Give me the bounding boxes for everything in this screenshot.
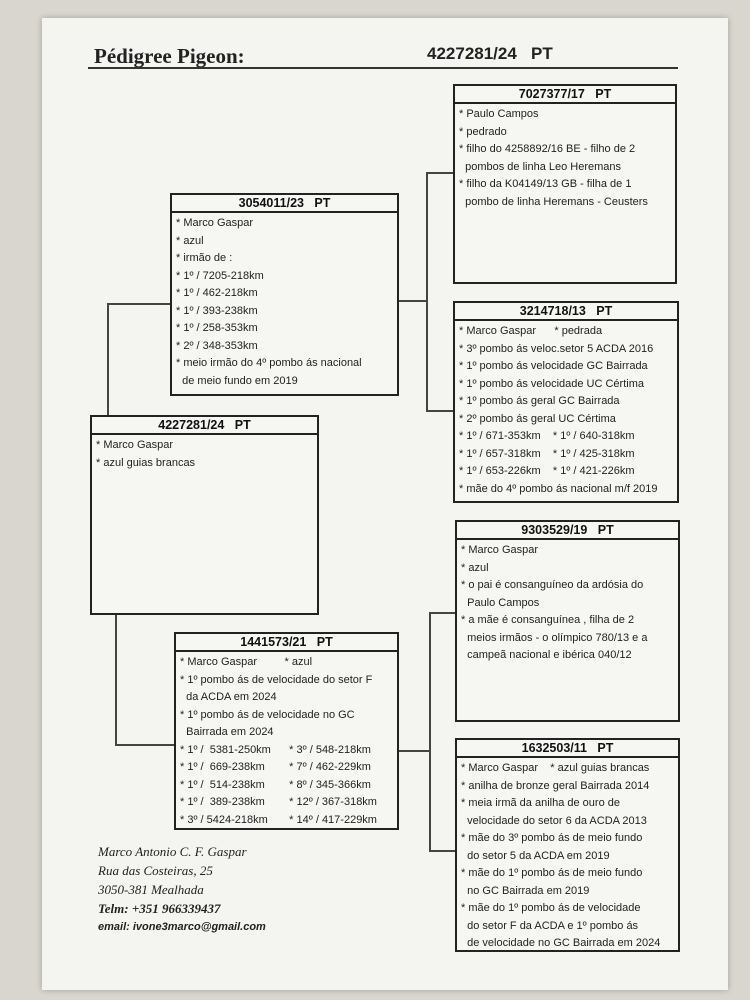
dam-info-line: * 1º / 389-238km * 12º / 367-318km <box>180 796 377 808</box>
dam-sire-info-line: meios irmãos - o olímpico 780/13 e a <box>461 631 648 644</box>
sire-dam-info-line: * mãe do 4º pombo ás nacional m/f 2019 <box>459 482 658 495</box>
dam-info-line: * 1º pombo ás de velocidade no GC <box>180 708 355 721</box>
dam-dam-box <box>455 738 680 952</box>
dam-dam-info-line: * Marco Gaspar * azul guias brancas <box>461 762 650 774</box>
sire-box <box>170 193 399 396</box>
dam-dam-info-line: * mãe do 1º pombo ás de velocidade <box>461 902 641 914</box>
sire-info-line: * 1º / 393-238km <box>176 304 258 317</box>
sire-info-line: de meio fundo em 2019 <box>176 374 298 387</box>
sire-info-line: * Marco Gaspar <box>176 217 254 229</box>
header-divider <box>88 67 678 69</box>
dam-sire-info-line: campeã nacional e ibérica 040/12 <box>461 649 632 661</box>
breeder-phone: Telm: +351 966339437 <box>98 901 221 916</box>
connector-subject-sire-horizontal <box>107 303 171 305</box>
breeder-name: Marco Antonio C. F. Gaspar <box>98 844 247 859</box>
sire-sire-info-line: pombos de linha Leo Heremans <box>459 160 622 173</box>
dam-info-line: * Marco Gaspar * azul <box>180 656 313 668</box>
dam-sire-box <box>455 520 680 722</box>
sire-info-line: * 1º / 258-353km <box>176 322 258 334</box>
connector-sire-sire <box>426 172 454 174</box>
dam-info-line: da ACDA em 2024 <box>180 691 277 703</box>
connector-subject-dam-horizontal <box>115 744 175 746</box>
dam-sire-info-line: * Marco Gaspar <box>461 544 539 556</box>
dam-dam-info-line: * meia irmã da anilha de ouro de <box>461 797 620 809</box>
dam-sire-info-line: * o pai é consanguíneo da ardósia do <box>461 579 644 591</box>
dam-sire-info-line: * a mãe é consanguínea , filha de 2 <box>461 614 635 626</box>
sire-info-line: * irmão de : <box>176 252 233 264</box>
dam-sire-info-line: Paulo Campos <box>461 596 540 609</box>
breeder-email: email: ivone3marco@gmail.com <box>98 921 266 933</box>
dam-info-line: * 1º pombo ás de velocidade do setor F <box>180 673 373 686</box>
sire-dam-info-line: * 1º pombo ás geral GC Bairrada <box>459 395 620 407</box>
sire-dam-ring-number: 3214718/13 PT <box>455 303 677 321</box>
sire-sire-box <box>453 84 677 284</box>
dam-info-line: * 3º / 5424-218km * 14º / 417-229km <box>180 813 377 826</box>
dam-dam-info-line: do setor F da ACDA e 1º pombo ás <box>461 919 639 932</box>
connector-dam-sire <box>429 612 456 614</box>
dam-dam-info-line: * mãe do 3º pombo ás de meio fundo <box>461 832 643 844</box>
dam-info-line: * 1º / 669-238km * 7º / 462-229km <box>180 761 371 773</box>
dam-dam-info-line: velocidade do setor 6 da ACDA 2013 <box>461 814 647 827</box>
sire-dam-info-line: * 1º / 657-318km * 1º / 425-318km <box>459 447 635 460</box>
subject-info-line: * azul guias brancas <box>96 456 196 469</box>
dam-dam-info-line: no GC Bairrada em 2019 <box>461 884 590 897</box>
dam-ring-number: 1441573/21 PT <box>176 634 397 652</box>
page-title: Pédigree Pigeon: <box>94 44 245 68</box>
sire-info-line: * 1º / 7205-218km <box>176 269 264 282</box>
dam-info-line: * 1º / 5381-250km * 3º / 548-218km <box>180 743 371 756</box>
sire-sire-info-line: * pedrado <box>459 125 507 138</box>
dam-sire-ring-number: 9303529/19 PT <box>457 522 678 540</box>
dam-dam-info-line: de velocidade no GC Bairrada em 2024 <box>461 937 661 949</box>
dam-box <box>174 632 399 830</box>
dam-dam-ring-number: 1632503/11 PT <box>457 740 678 758</box>
connector-dam-dam <box>429 850 456 852</box>
subject-info-line: * Marco Gaspar <box>96 439 174 451</box>
sire-info-line: * 1º / 462-218km <box>176 287 258 299</box>
sire-sire-info-line: * filho do 4258892/16 BE - filho de 2 <box>459 143 636 155</box>
dam-info-line: Bairrada em 2024 <box>180 726 274 738</box>
sire-dam-info-line: * 1º pombo ás velocidade UC Cértima <box>459 377 644 390</box>
connector-sire-horizontal <box>398 300 427 302</box>
dam-dam-info-line: do setor 5 da ACDA em 2019 <box>461 849 610 862</box>
connector-subject-dam-vertical <box>115 614 117 745</box>
header-ring-number: 4227281/24 PT <box>427 44 553 63</box>
sire-dam-info-line: * 1º / 671-353km * 1º / 640-318km <box>459 430 635 442</box>
sire-sire-info-line: * Paulo Campos <box>459 108 539 120</box>
sire-dam-info-line: * 2º pombo ás geral UC Cértima <box>459 412 616 425</box>
subject-ring-number: 4227281/24 PT <box>92 417 317 435</box>
sire-info-line: * 2º / 348-353km <box>176 339 258 352</box>
subject-pigeon-box <box>90 415 319 615</box>
breeder-street: Rua das Costeiras, 25 <box>98 863 213 878</box>
sire-dam-box <box>453 301 679 503</box>
sire-sire-ring-number: 7027377/17 PT <box>455 86 675 104</box>
dam-info-line: * 1º / 514-238km * 8º / 345-366km <box>180 778 371 791</box>
connector-subject-sire-vertical <box>107 303 109 416</box>
connector-sire-vertical <box>426 172 428 412</box>
sire-sire-info-line: * filho da K04149/13 GB - filha de 1 <box>459 178 632 190</box>
sire-ring-number: 3054011/23 PT <box>172 195 397 213</box>
sire-sire-info-line: pombo de linha Heremans - Ceusters <box>459 195 648 208</box>
sire-dam-info-line: * 1º / 653-226km * 1º / 421-226km <box>459 465 635 477</box>
dam-sire-info-line: * azul <box>461 561 489 574</box>
sire-dam-info-line: * Marco Gaspar * pedrada <box>459 325 603 337</box>
connector-sire-dam <box>426 410 454 412</box>
sire-info-line: * azul <box>176 234 204 247</box>
dam-dam-info-line: * mãe do 1º pombo ás de meio fundo <box>461 867 643 879</box>
breeder-contact-block <box>98 842 266 937</box>
sire-dam-info-line: * 1º pombo ás velocidade GC Bairrada <box>459 360 648 372</box>
sire-dam-info-line: * 3º pombo ás veloc.setor 5 ACDA 2016 <box>459 342 654 355</box>
breeder-city: 3050-381 Mealhada <box>98 882 204 897</box>
connector-dam-horizontal <box>398 750 430 752</box>
sire-info-line: * meio irmão do 4º pombo ás nacional <box>176 357 362 369</box>
connector-dam-vertical <box>429 612 431 852</box>
dam-dam-info-line: * anilha de bronze geral Bairrada 2014 <box>461 779 650 792</box>
